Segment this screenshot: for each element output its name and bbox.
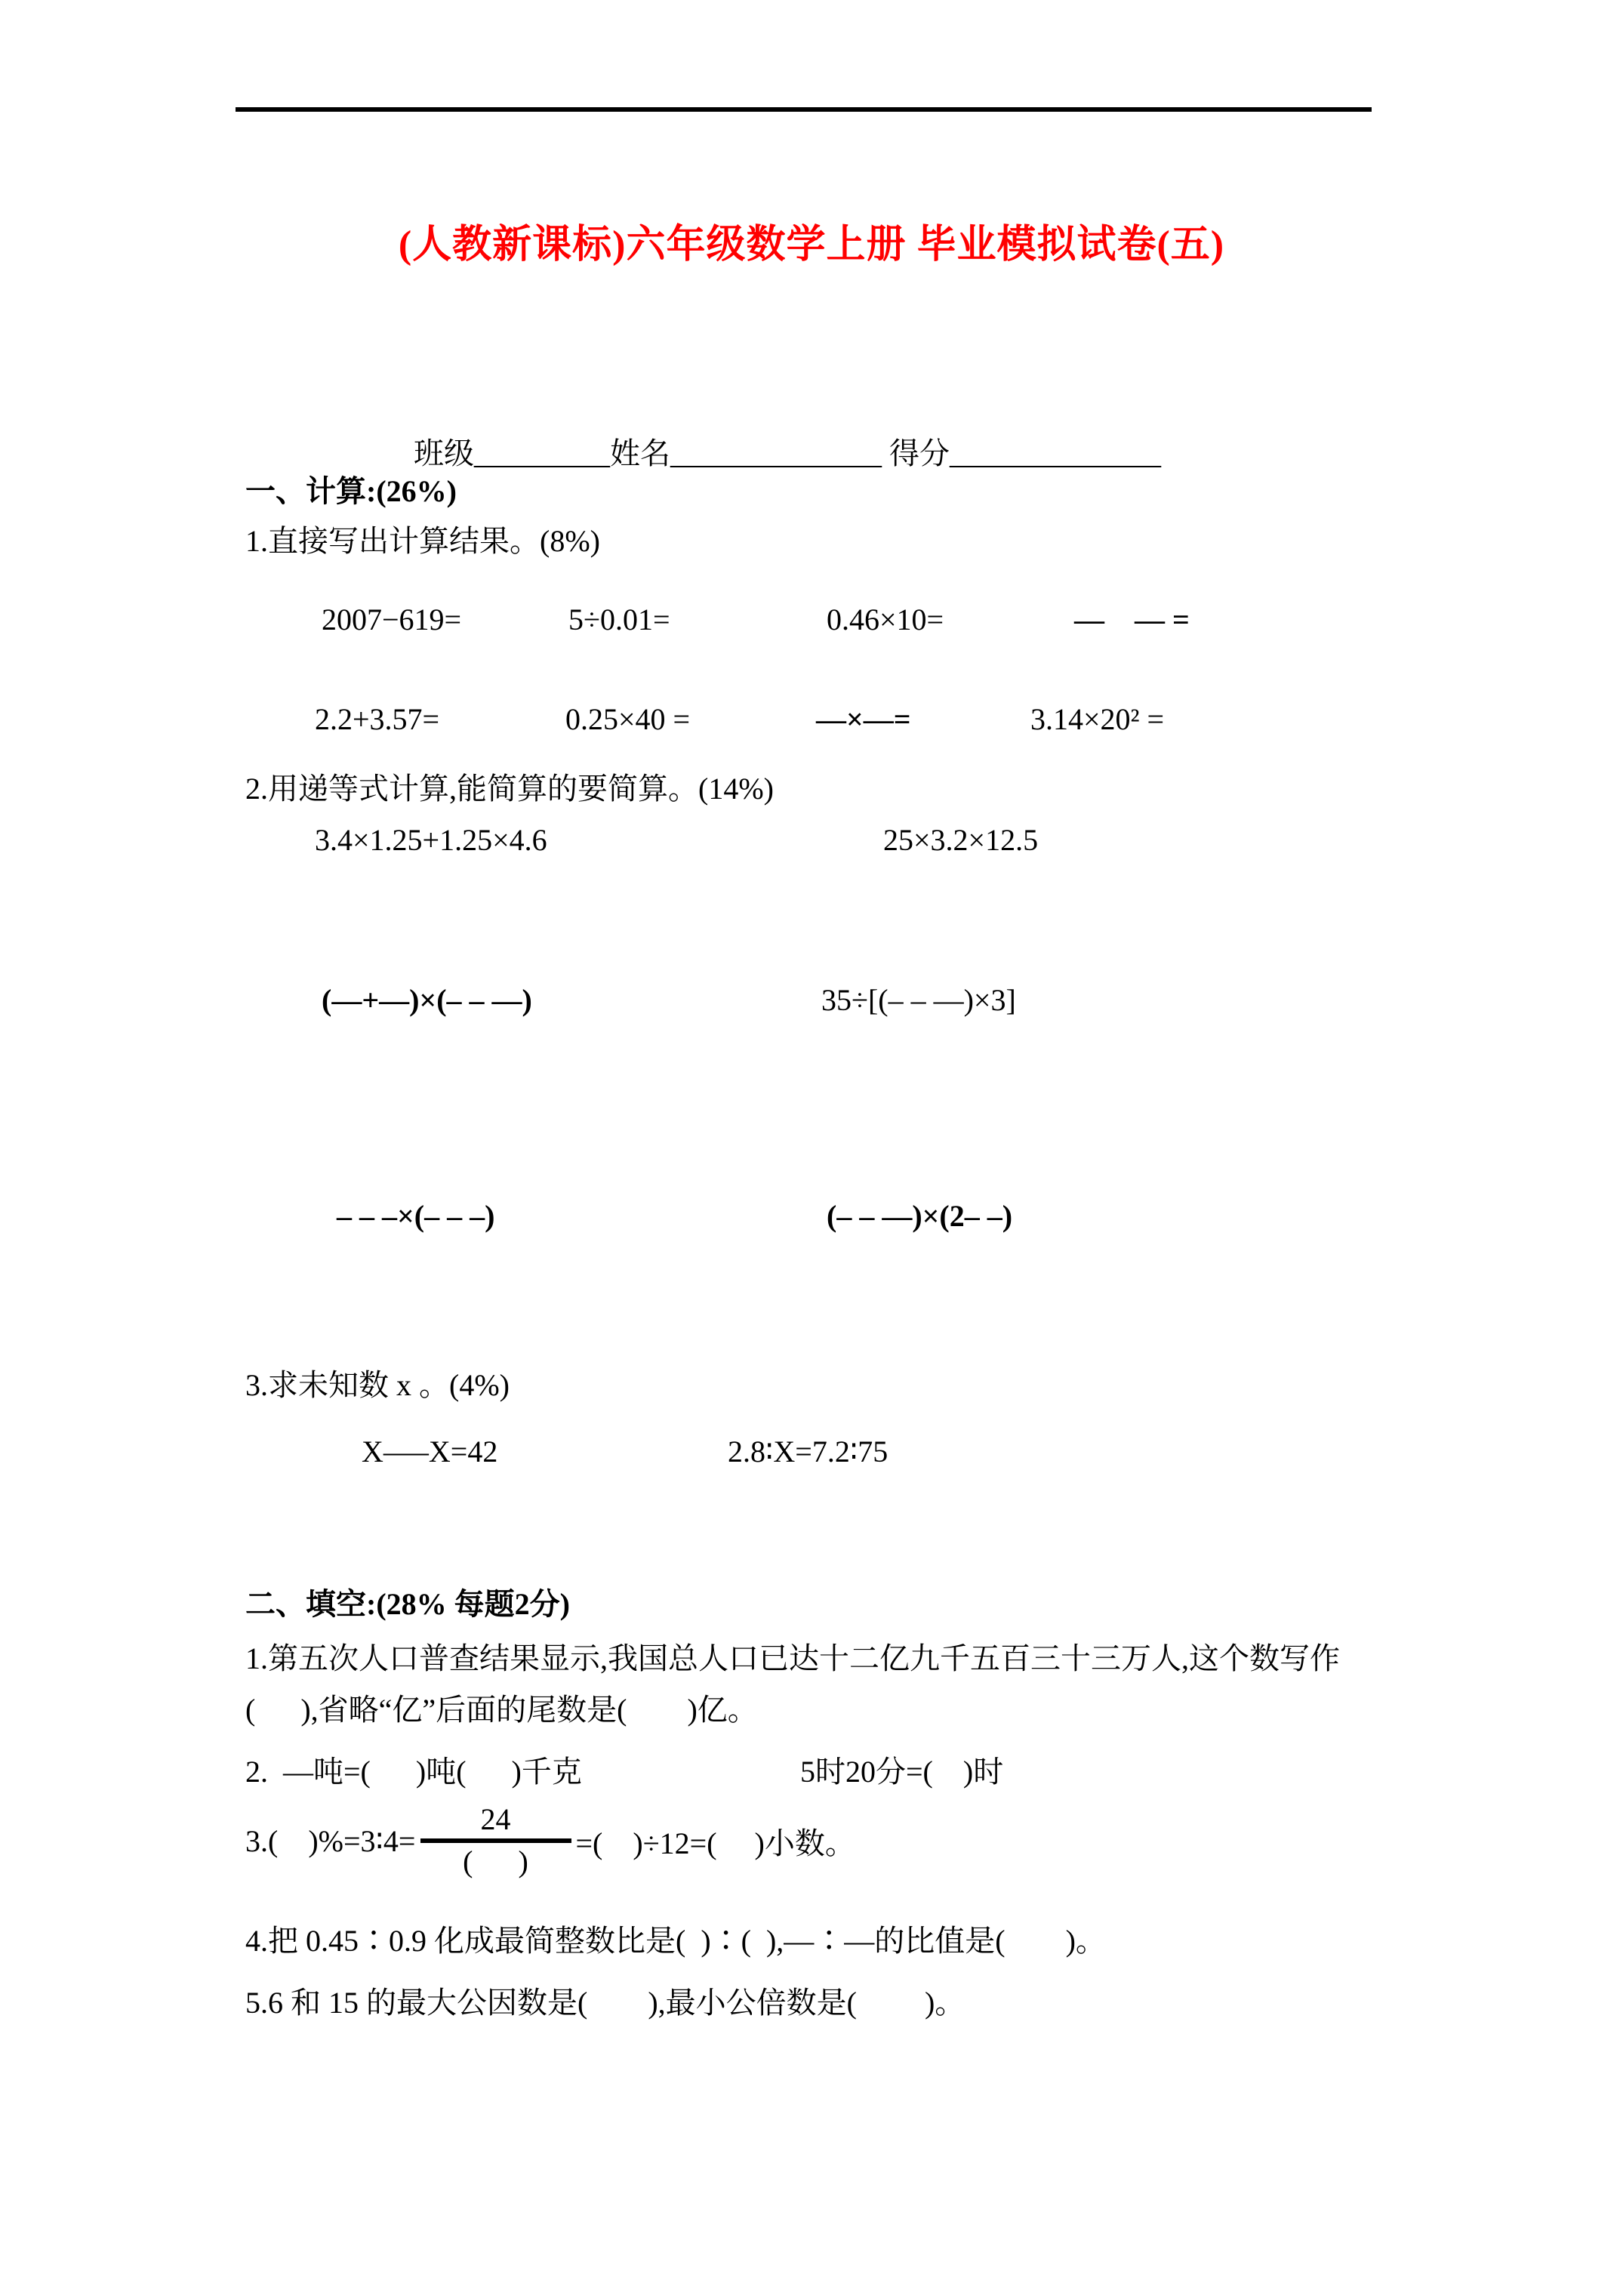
section2-q1-line1: 1.第五次人口普查结果显示,我国总人口已达十二亿九千五百三十三万人,这个数写作 bbox=[245, 1641, 1340, 1675]
equation-item: 5÷0.01= bbox=[568, 603, 670, 636]
equation-item-fraction-blank: (—+—)×(– – —) bbox=[322, 983, 532, 1017]
equation-item-fraction-blank: 35÷[(– – —)×3] bbox=[821, 983, 1016, 1017]
equation-item-fraction-blank: — — = bbox=[1074, 603, 1190, 636]
section2-q4: 4.把 0.45∶0.9 化成最简整数比是( )∶( ),—∶—的比值是( )。 bbox=[245, 1924, 1106, 1958]
fraction-blank bbox=[420, 1803, 571, 1878]
equation-item: 0.25×40 = bbox=[565, 702, 691, 736]
section1-q3-label: 3.求未知数 x 。(4%) bbox=[245, 1368, 510, 1402]
section2-q1-line2: ( ),省略“亿”后面的尾数是( )亿。 bbox=[245, 1693, 758, 1727]
equation-item: 3.4×1.25+1.25×4.6 bbox=[315, 823, 547, 857]
section2-q2-left: 2. —吨=( )吨( )千克 bbox=[245, 1755, 582, 1789]
equation-item: 2007−619= bbox=[322, 603, 462, 636]
equation-item-fraction-blank: – – –×(– – –) bbox=[337, 1199, 495, 1233]
equation-item: 2.2+3.57= bbox=[315, 702, 440, 736]
section2-q3-prefix: 3.( )%=3∶4= bbox=[245, 1823, 416, 1858]
equation-item: 3.14×20² = bbox=[1030, 702, 1165, 736]
section2-q2-right: 5时20分=( )时 bbox=[800, 1755, 1004, 1789]
equation-item-fraction-blank: (– – —)×(2– –) bbox=[827, 1199, 1013, 1233]
top-divider-rule bbox=[236, 107, 1372, 112]
fraction-bar bbox=[420, 1838, 571, 1843]
fraction-denominator: ( ) bbox=[463, 1845, 528, 1878]
page-title: (人教新课标)六年级数学上册 毕业模拟试卷(五) bbox=[398, 223, 1225, 267]
equation-item: X—–X=42 bbox=[362, 1435, 498, 1469]
equation-item-fraction-blank: —×—= bbox=[816, 702, 911, 736]
student-fields-line: 班级_________姓名______________ 得分______________ bbox=[414, 436, 1161, 470]
section1-q2-label: 2.用递等式计算,能简算的要简算。(14%) bbox=[245, 772, 774, 806]
section2-q3-line bbox=[245, 1803, 855, 1878]
section2-heading: 二、填空:(28% 每题2分) bbox=[245, 1587, 570, 1621]
fraction-numerator: 24 bbox=[480, 1802, 511, 1836]
section1-heading: 一、计算:(26%) bbox=[245, 474, 457, 508]
section1-q1-label: 1.直接写出计算结果。(8%) bbox=[245, 524, 600, 558]
equation-item: 0.46×10= bbox=[827, 603, 944, 636]
equation-item: 25×3.2×12.5 bbox=[883, 823, 1039, 857]
section2-q5: 5.6 和 15 的最大公因数是( ),最小公倍数是( )。 bbox=[245, 1986, 965, 2020]
section2-q3-suffix: =( )÷12=( )小数。 bbox=[575, 1826, 855, 1860]
equation-item: 2.8∶X=7.2∶75 bbox=[728, 1435, 888, 1469]
